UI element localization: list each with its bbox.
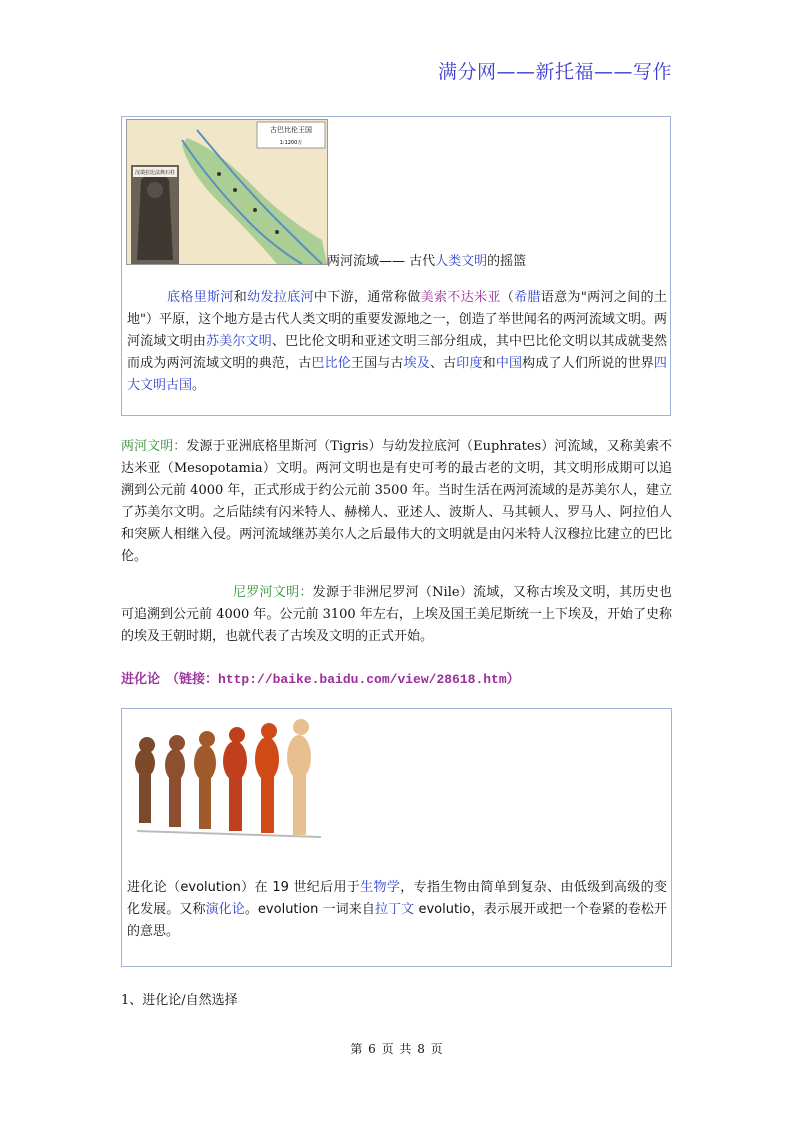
box-caption [327, 250, 526, 269]
statue-label: 汉谟拉比法典石柱 [134, 170, 176, 176]
human-evolution-image [127, 713, 327, 841]
text-run: （ [500, 290, 515, 305]
text-run: 构成了人们所说的世界 [522, 356, 654, 371]
link-four-ancient-civilizations[interactable]: 四大文明古国 [127, 356, 667, 393]
caption-suffix: 的摇篮 [487, 254, 527, 269]
caption-link-human-civilization[interactable]: 人类文明 [435, 254, 488, 269]
link-mesopotamia[interactable]: 美索不达米亚 [420, 290, 501, 305]
two-rivers-paragraph [121, 436, 672, 568]
evolution-title: 进化论 [121, 672, 161, 687]
nile-text: 发源于非洲尼罗河（Nile）流域，又称古埃及文明，其历史也可追溯到公元前 4000 年。公元前 3100 年左右，上埃及国王美尼斯统一上下埃及，开始了史称的埃及王朝时期，也就代表了古埃及文明的正式开始。 [121, 585, 672, 644]
text-run: 王国与古 [350, 356, 404, 371]
evolution-box [121, 708, 672, 967]
evolution-link-line [121, 668, 520, 687]
link-china[interactable]: 中国 [495, 356, 523, 371]
text-run: 中下游，通常称做 [313, 290, 421, 305]
link-babylon[interactable]: 巴比伦 [311, 356, 351, 371]
link-egypt[interactable]: 埃及 [403, 356, 430, 371]
text-run: 。evolution 一词来自 [244, 902, 375, 917]
text-run: 。 [192, 378, 206, 393]
link-evolution-theory[interactable]: 演化论 [205, 902, 245, 917]
link-latin[interactable]: 拉丁文 [374, 902, 415, 917]
text-run: 和 [233, 290, 248, 305]
text-run: 进化论（evolution）在 19 世纪后用于 [127, 880, 361, 895]
link-greek[interactable]: 希腊 [514, 290, 541, 305]
nile-label: 尼罗河文明： [233, 585, 313, 600]
babylon-map-image [126, 119, 328, 265]
text-run: 和 [482, 356, 496, 371]
link-biology[interactable]: 生物学 [360, 880, 401, 895]
link-euphrates[interactable]: 幼发拉底河 [247, 290, 314, 305]
link-india[interactable]: 印度 [456, 356, 483, 371]
map-scale: 1:1200万 [279, 140, 303, 146]
text-run: 、巴比伦文明和亚述文明三部分组成，其中巴比伦文明以其成就斐然而成为两河流域文明的典范，古 [127, 334, 667, 371]
text-run: evolutio，表示展开或把一个卷紧的卷松开的意思。 [127, 902, 667, 939]
two-rivers-text: 发源于亚洲底格里斯河（Tigris）与幼发拉底河（Euphrates）河流域，又称美索不达米亚（Mesopotamia）文明。两河文明也是有史可考的最古老的文明，其文明形成期可以追溯到公元前 4000 年，正式形成于约公元前 3500 年。当时生活在两河流域的是苏美尔人，建立了苏美尔文明。之后陆续有闪米特人、赫梯人、亚述人、波斯人、马其顿人、罗马人、阿拉伯人和突厥人相继入侵。两河流域继苏美尔人之后最伟大的文明就是由闪米特人汉穆拉比建立的巴比伦。 [121, 439, 672, 564]
page-header: 满分网——新托福——写作 [437, 61, 672, 83]
evolution-url-link[interactable]: （链接：http://baike.baidu.com/view/28618.htm） [166, 672, 520, 687]
link-tigris[interactable]: 底格里斯河 [167, 290, 234, 305]
nile-paragraph [121, 582, 672, 648]
map-title: 古巴比伦王国 [270, 126, 312, 134]
caption-prefix: 两河流域—— 古代 [327, 254, 436, 269]
two-rivers-label: 两河文明： [121, 439, 187, 454]
text-run: ，专指生物由简单到复杂、由低级到高级的变化发展。又称 [127, 880, 667, 917]
text-run: 、古 [429, 356, 457, 371]
text-run: 语意为"两河之间的土地"）平原，这个地方是古代人类文明的重要发源地之一，创造了举世闻名的两河流域文明。两河流域文明由 [127, 290, 667, 349]
section-subheading: 1、进化论/自然选择 [121, 993, 238, 1008]
evolution-paragraph [127, 877, 667, 943]
mesopotamia-paragraph [127, 287, 667, 397]
mesopotamia-box [121, 116, 671, 416]
page-footer: 第 6 页 共 8 页 [350, 1042, 444, 1056]
link-sumerian-civilization[interactable]: 苏美尔文明 [206, 334, 272, 349]
